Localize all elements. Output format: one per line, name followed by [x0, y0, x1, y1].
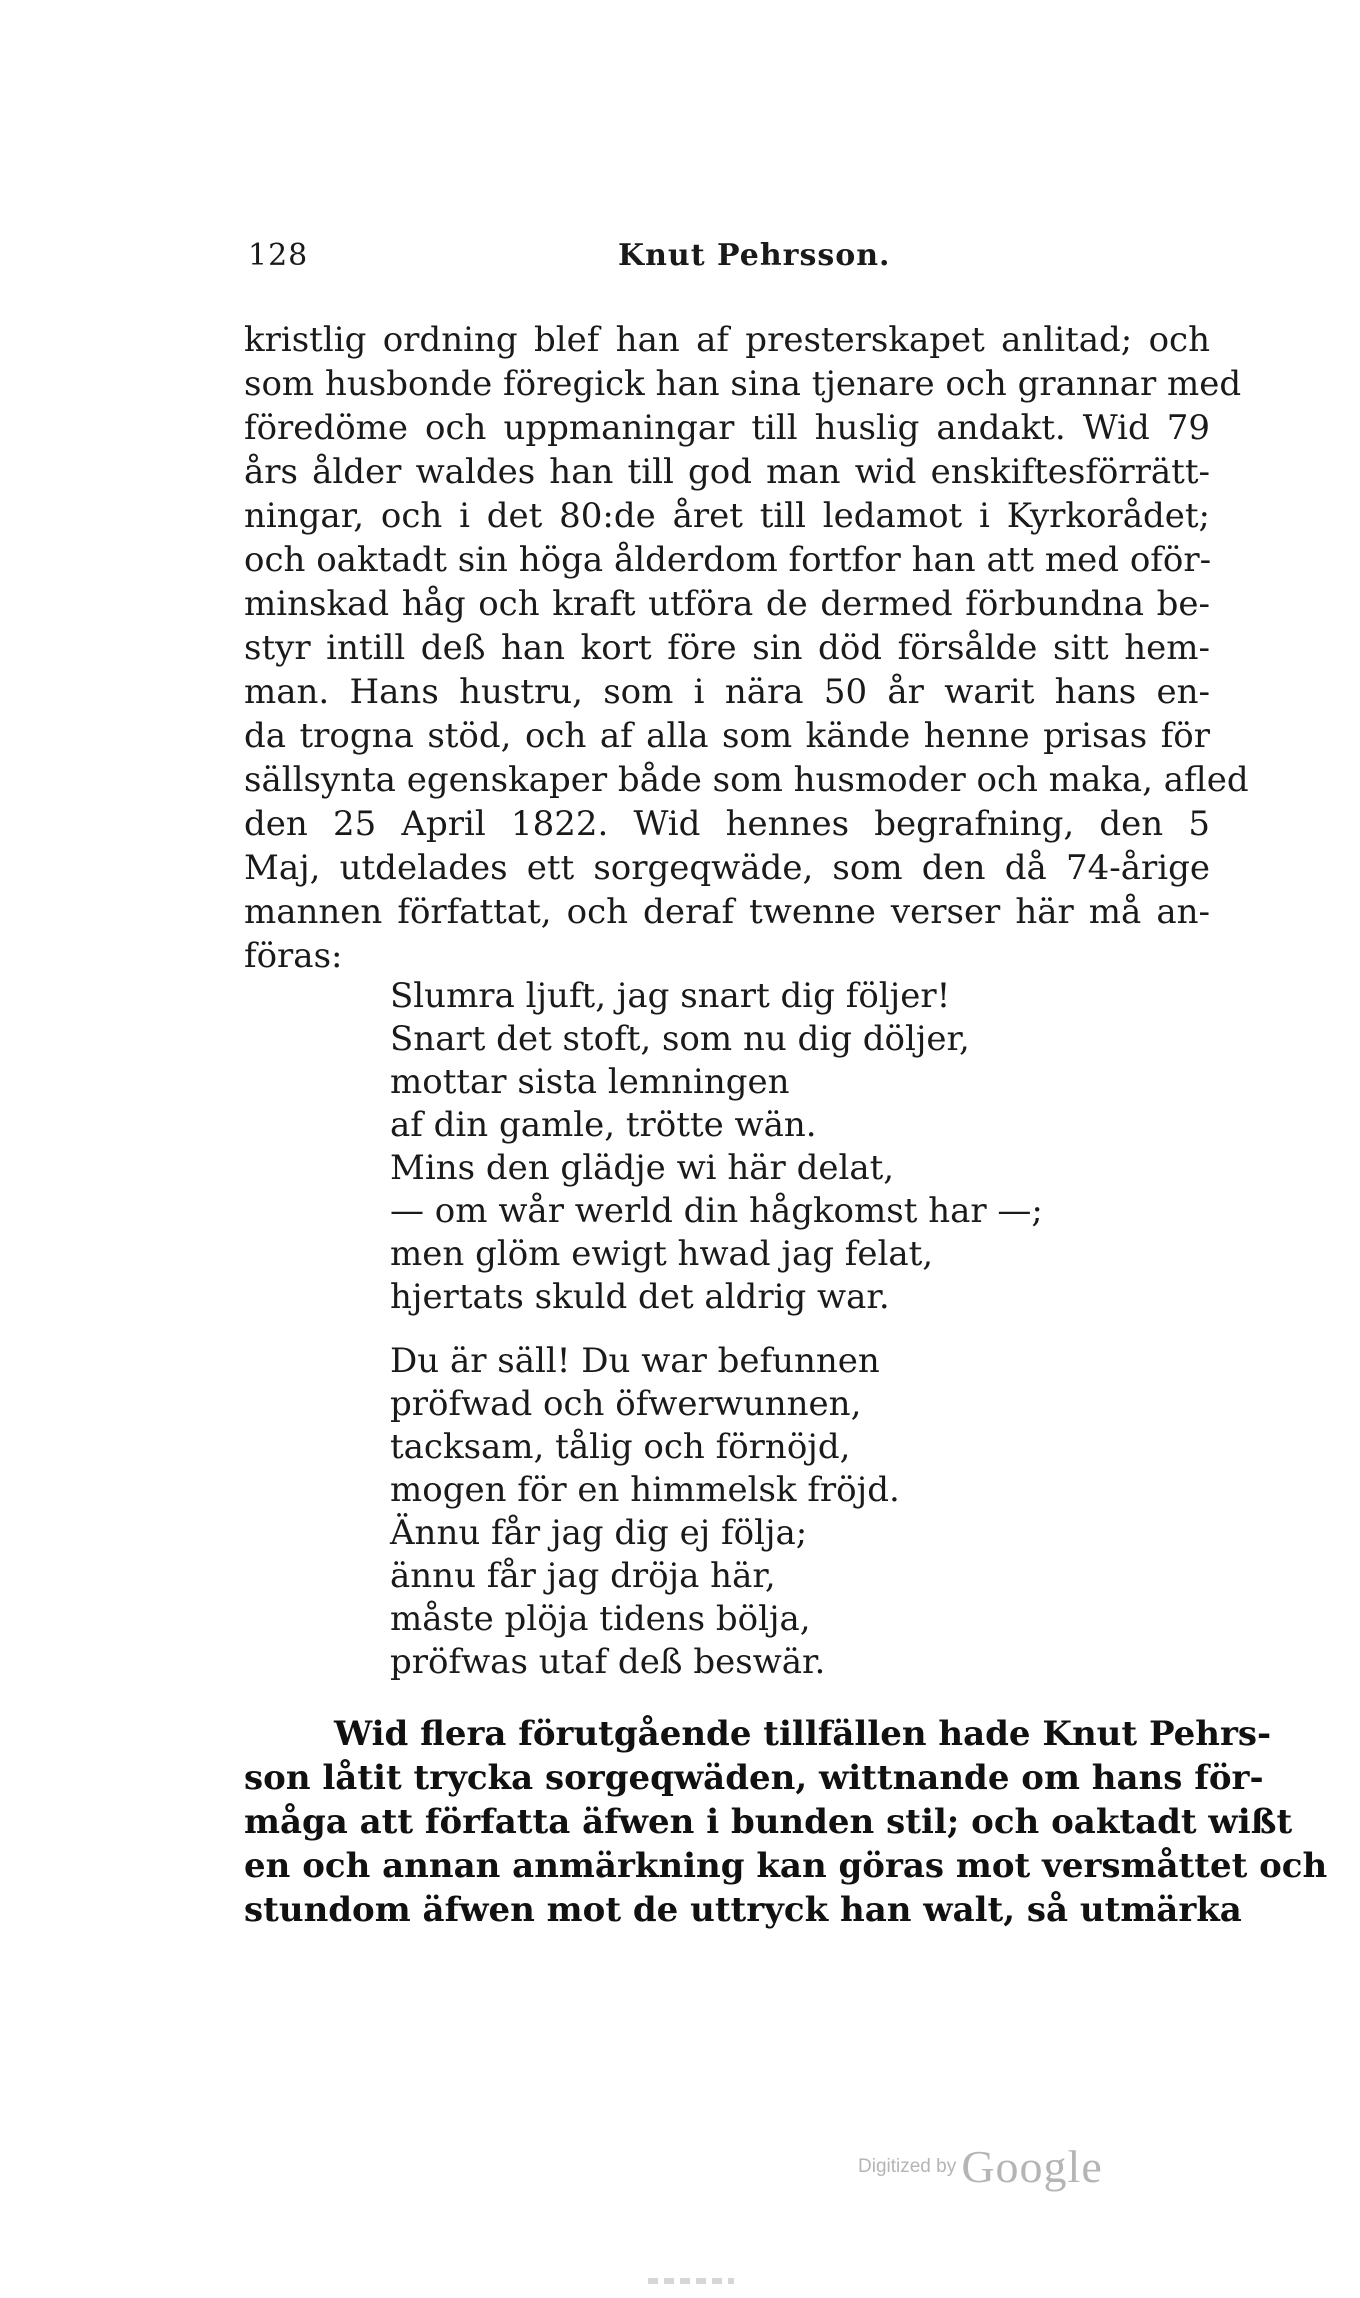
digitized-by-watermark — [858, 2140, 1103, 2200]
text-line: en och annan anmärkning kan göras mot versmåttet och — [244, 1846, 1328, 1886]
text-line: måga att författa äfwen i bunden stil; och oaktadt wißt — [244, 1802, 1293, 1842]
running-title: Knut Pehrsson. — [618, 238, 891, 273]
verse-line: Slumra ljuft, jag snart dig följer! — [390, 976, 951, 1016]
verse-line: Snart det stoft, som nu dig döljer, — [390, 1019, 970, 1059]
text-line: mannen författat, och deraf twenne verser här må an- — [244, 892, 1210, 932]
text-line: son låtit trycka sorgeqwäden, wittnande om hans för- — [244, 1758, 1264, 1798]
text-line: sällsynta egenskaper både som husmoder och maka, afled — [244, 760, 1249, 800]
text-line: och oaktadt sin höga ålderdom fortfor han att med oför- — [244, 540, 1212, 580]
text-line: den 25 April 1822. Wid hennes begrafning, den 5 — [244, 804, 1210, 844]
text-line: föredöme och uppmaningar till huslig andakt. Wid 79 — [244, 408, 1210, 448]
text-line: som husbonde föregick han sina tjenare och grannar med — [244, 364, 1242, 404]
text-line: styr intill deß han kort före sin död försålde sitt hem- — [244, 628, 1210, 668]
verse-line: tacksam, tålig och förnöjd, — [390, 1427, 851, 1467]
poem-stanza-1 — [390, 975, 1043, 1319]
verse-line: men glöm ewigt hwad jag felat, — [390, 1234, 934, 1274]
verse-line: pröfwas utaf deß beswär. — [390, 1642, 826, 1682]
verse-line: mogen för en himmelsk fröjd. — [390, 1470, 900, 1510]
paragraph-2 — [244, 1712, 1328, 1932]
verse-line: ännu får jag dröja här, — [390, 1556, 776, 1596]
verse-line: mottar sista lemningen — [390, 1062, 790, 1102]
verse-line: pröfwad och öfwerwunnen, — [390, 1384, 862, 1424]
text-line: man. Hans hustru, som i nära 50 år warit hans en- — [244, 672, 1210, 712]
text-line: ningar, och i det 80:de året till ledamot i Kyrkorådet; — [244, 496, 1210, 536]
page-number: 128 — [248, 238, 309, 273]
paragraph-1 — [244, 318, 1249, 978]
text-line: Wid flera förutgående tillfällen hade Knut Pehrs- — [334, 1714, 1272, 1754]
text-line: stundom äfwen mot de uttryck han walt, så utmärka — [244, 1890, 1242, 1930]
text-line: da trogna stöd, och af alla som kände henne prisas för — [244, 716, 1210, 756]
watermark-prefix: Digitized by — [858, 2156, 957, 2177]
poem-stanza-2 — [390, 1340, 900, 1684]
text-line: minskad håg och kraft utföra de dermed förbundna be- — [244, 584, 1210, 624]
text-line: Maj, utdelades ett sorgeqwäde, som den då 74-årige — [244, 848, 1210, 888]
text-line: kristlig ordning blef han af presterskapet anlitad; och — [244, 320, 1210, 360]
verse-line: hjertats skuld det aldrig war. — [390, 1277, 890, 1317]
verse-line: måste plöja tidens bölja, — [390, 1599, 811, 1639]
running-header — [248, 238, 1118, 278]
google-logo: Google — [961, 2141, 1103, 2192]
verse-line: Ännu får jag dig ej följa; — [390, 1513, 808, 1553]
verse-line: af din gamle, trötte wän. — [390, 1105, 817, 1145]
text-line: föras: — [244, 936, 343, 976]
verse-line: — om wår werld din hågkomst har —; — [390, 1191, 1043, 1231]
verse-line: Mins den glädje wi här delat, — [390, 1148, 895, 1188]
page-edge-smudge — [648, 2278, 734, 2284]
verse-line: Du är säll! Du war befunnen — [390, 1341, 880, 1381]
text-line: års ålder waldes han till god man wid enskiftesförrätt- — [244, 452, 1210, 492]
